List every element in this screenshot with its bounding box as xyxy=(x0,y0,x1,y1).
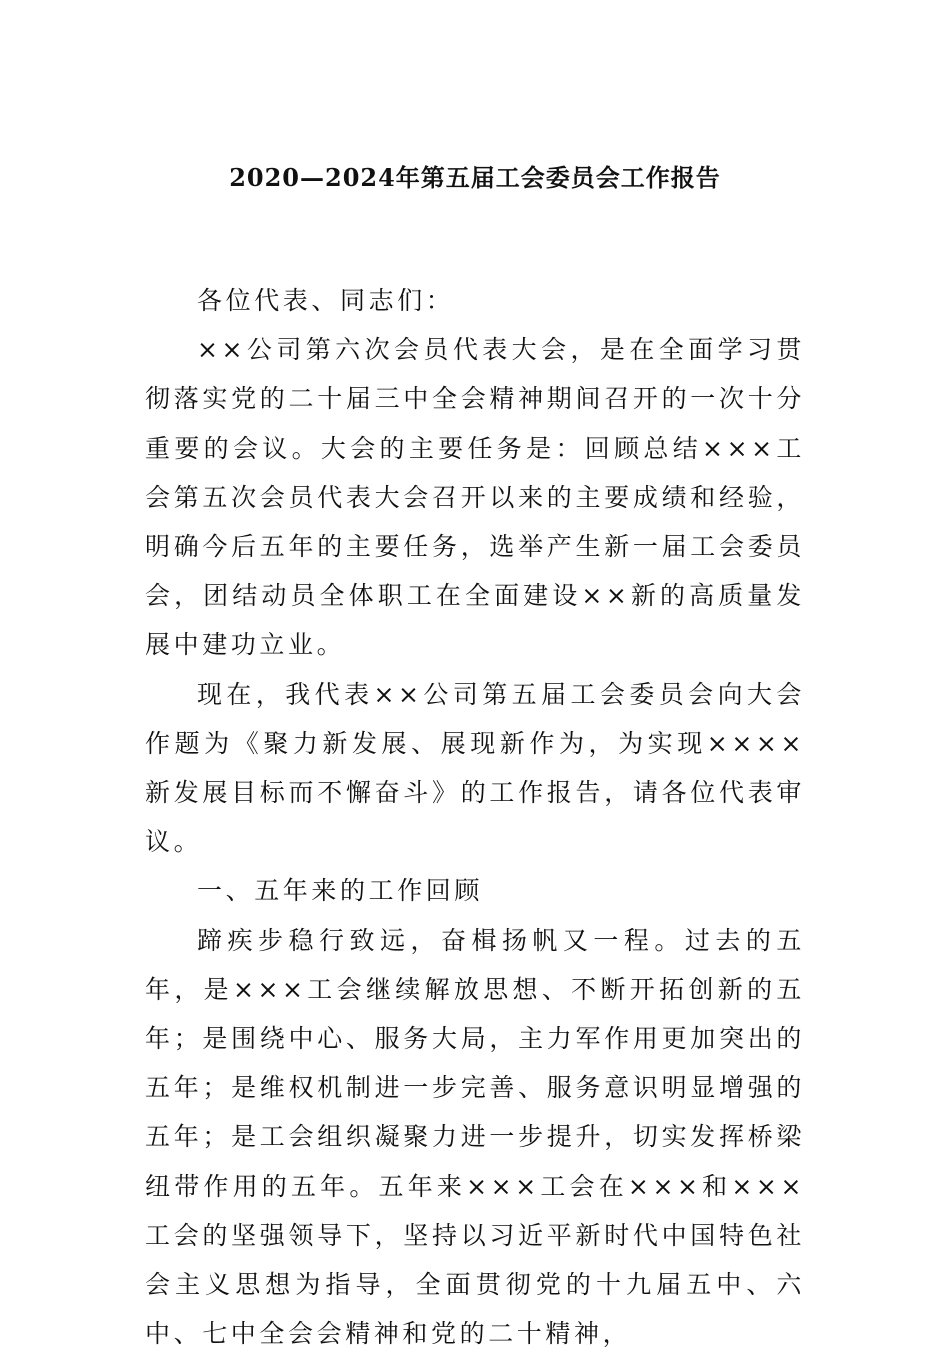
meeting-intro-paragraph: ××公司第六次会员代表大会，是在全面学习贯彻落实党的二十届三中全会精神期间召开的一次十分重要的会议。大会的主要任务是：回顾总结×××工会第五次会员代表大会召开以来的主要成绩和经验，明确今后五年的主要任务，选举产生新一届工会委员会，团结动员全体职工在全面建设××新的高质量发展中建功立业。 xyxy=(145,335,805,660)
review-paragraph: 蹄疾步稳行致远，奋楫扬帆又一程。过去的五年，是×××工会继续解放思想、不断开拓创新的五年；是围绕中心、服务大局，主力军作用更加突出的五年；是维权机制进一步完善、服务意识明显增强的五年；是工会组织凝聚力进一步提升，切实发挥桥梁纽带作用的五年。五年来×××工会在×××和×××工会的坚强领导下，坚持以习近平新时代中国特色社会主义思想为指导，全面贯彻党的十九届五中、六中、七中全会会精神和党的二十精神， xyxy=(145,925,805,1349)
report-title-paragraph: 现在，我代表××公司第五届工会委员会向大会作题为《聚力新发展、展现新作为，为实现××××新发展目标而不懈奋斗》的工作报告，请各位代表审议。 xyxy=(145,679,805,857)
section-heading: 一、五年来的工作回顾 xyxy=(197,876,484,906)
salutation-paragraph: 各位代表、同志们： xyxy=(197,286,455,315)
document-body xyxy=(145,276,805,1358)
document-title: 2020—2024年第五届工会委员会工作报告 xyxy=(229,163,721,192)
